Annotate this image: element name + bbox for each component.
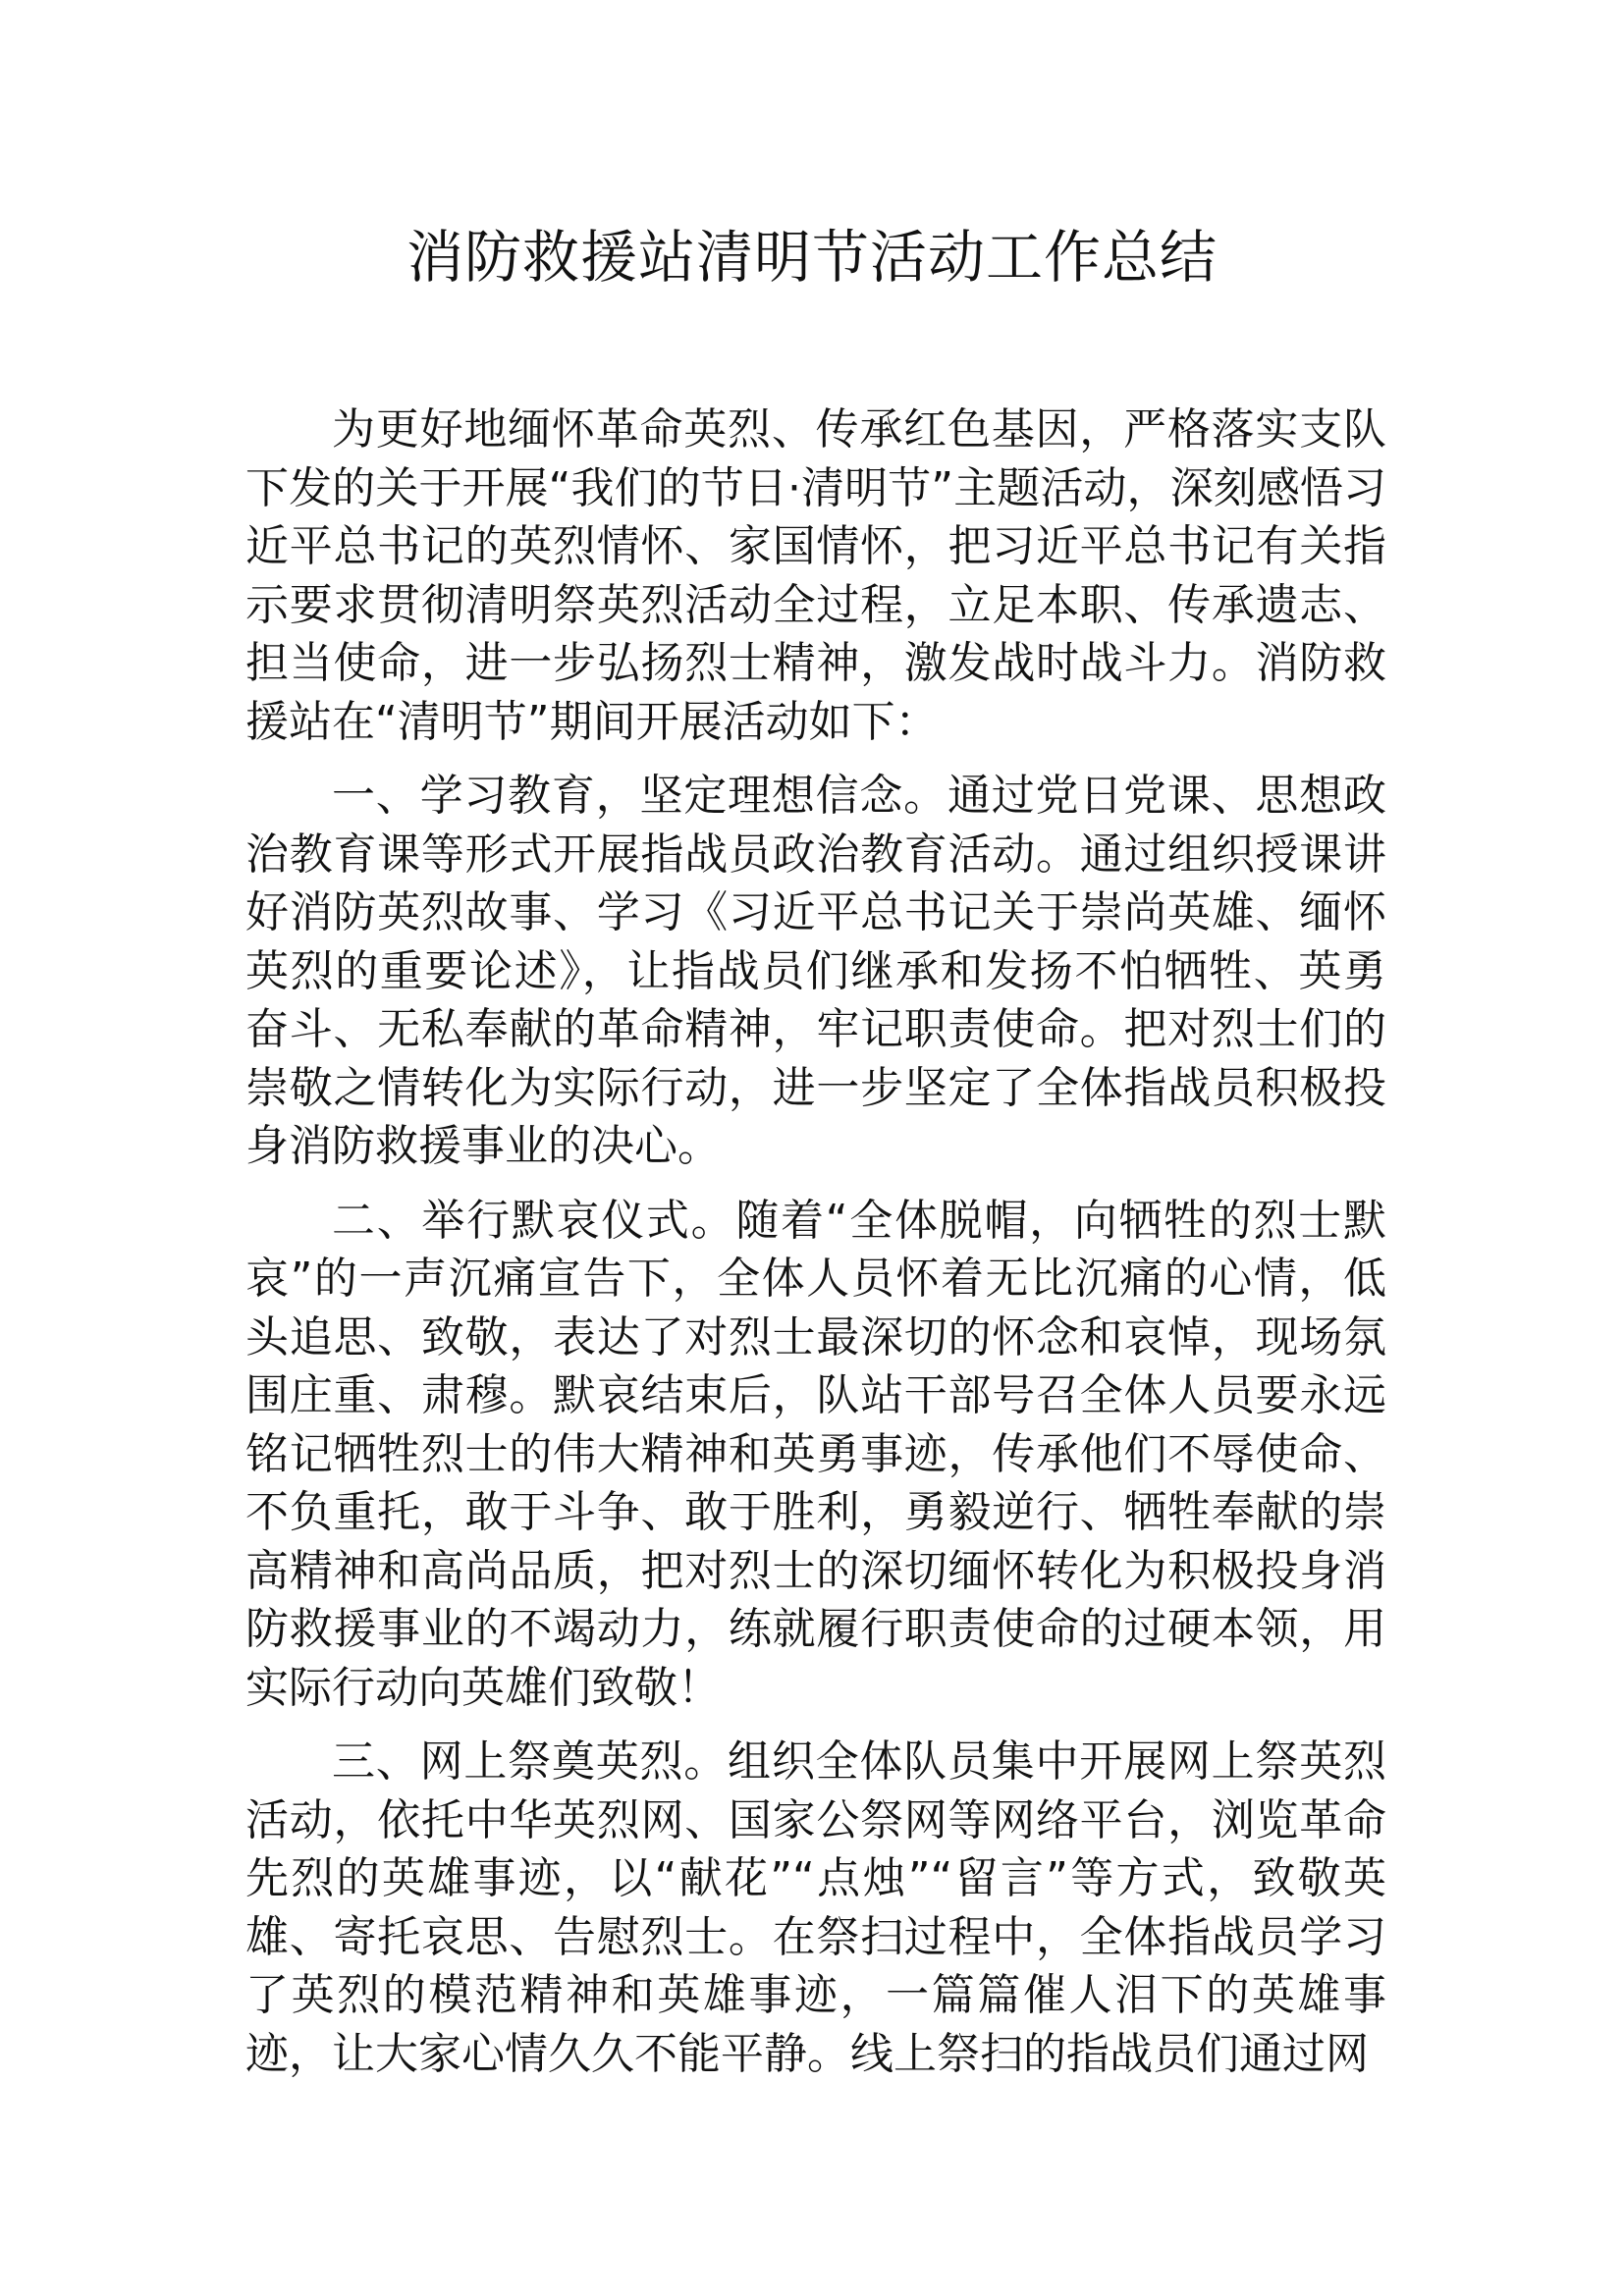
paragraph-section-1: 一、学习教育，坚定理想信念。通过党日党课、思想政治教育课等形式开展指战员政治教育活动。通过组织授课讲好消防英烈故事、学习《习近平总书记关于崇尚英雄、缅怀英烈的重要论述》，让指战员们继承和发扬不怕牺牲、英勇奋斗、无私奉献的革命精神，牢记职责使命。把对烈士们的崇敬之情转化为实际行动，进一步坚定了全体指战员积极投身消防救援事业的决心。 (245, 771, 1386, 1171)
document-title: 消防救援站清明节活动工作总结 (406, 224, 1218, 291)
paragraph-section-2: 二、举行默哀仪式。随着“全体脱帽，向牺牲的烈士默哀”的一声沉痛宣告下，全体人员怀着无比沉痛的心情，低头追思、致敬，表达了对烈士最深切的怀念和哀悼，现场氛围庄重、肃穆。默哀结束后，队站干部号召全体人员要永远铭记牺牲烈士的伟大精神和英勇事迹，传承他们不辱使命、不负重托，敢于斗争、敢于胜利，勇毅逆行、牺牲奉献的崇高精神和高尚品质，把对烈士的深切缅怀转化为积极投身消防救援事业的不竭动力，练就履行职责使命的过硬本领，用实际行动向英雄们致敬！ (245, 1195, 1386, 1713)
paragraph-intro: 为更好地缅怀革命英烈、传承红色基因，严格落实支队下发的关于开展“我们的节日·清明节”主题活动，深刻感悟习近平总书记的英烈情怀、家国情怀，把习近平总书记有关指示要求贯彻清明祭英烈活动全过程，立足本职、传承遗志、担当使命，进一步弘扬烈士精神，激发战时战斗力。消防救援站在“清明节”期间开展活动如下： (245, 404, 1386, 747)
document-body (245, 400, 1386, 2099)
paragraph-section-3: 三、网上祭奠英烈。组织全体队员集中开展网上祭英烈活动，依托中华英烈网、国家公祭网等网络平台，浏览革命先烈的英雄事迹，以“献花”“点烛”“留言”等方式，致敬英雄、寄托哀思、告慰烈士。在祭扫过程中，全体指战员学习了英烈的模范精神和英雄事迹，一篇篇催人泪下的英雄事迹，让大家心情久久不能平静。线上祭扫的指战员们通过网 (245, 1736, 1386, 2079)
